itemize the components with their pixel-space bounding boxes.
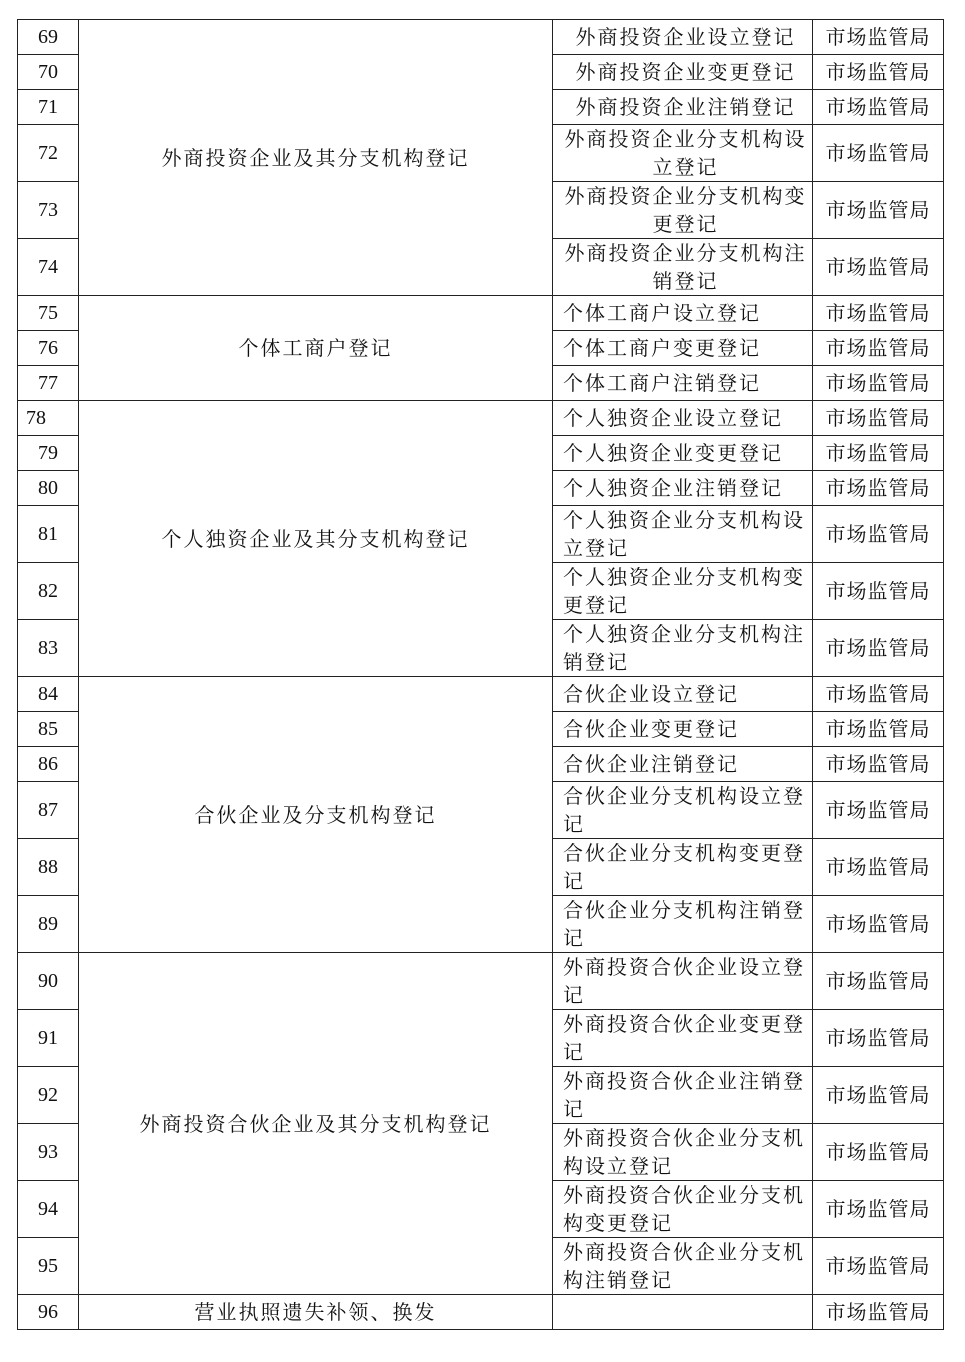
row-number: 78	[18, 401, 79, 436]
table-row	[18, 296, 944, 331]
item-cell: 外商投资企业设立登记	[553, 20, 813, 55]
item-cell: 外商投资企业分支机构注销登记	[553, 239, 813, 296]
item-cell: 合伙企业设立登记	[553, 677, 813, 712]
department-cell: 市场监管局	[813, 839, 944, 896]
item-cell: 外商投资企业注销登记	[553, 90, 813, 125]
department-cell: 市场监管局	[813, 1295, 944, 1330]
row-number: 82	[18, 563, 79, 620]
department-cell: 市场监管局	[813, 401, 944, 436]
department-cell: 市场监管局	[813, 1238, 944, 1295]
item-cell	[553, 1295, 813, 1330]
row-number: 85	[18, 712, 79, 747]
item-cell: 个体工商户注销登记	[553, 366, 813, 401]
department-cell: 市场监管局	[813, 296, 944, 331]
item-cell: 个人独资企业分支机构设立登记	[553, 506, 813, 563]
row-number: 74	[18, 239, 79, 296]
row-number: 80	[18, 471, 79, 506]
table-row	[18, 677, 944, 712]
category-cell: 外商投资合伙企业及其分支机构登记	[79, 953, 553, 1295]
department-cell: 市场监管局	[813, 182, 944, 239]
department-cell: 市场监管局	[813, 331, 944, 366]
row-number: 79	[18, 436, 79, 471]
item-cell: 个人独资企业分支机构注销登记	[553, 620, 813, 677]
table-row	[18, 1295, 944, 1330]
department-cell: 市场监管局	[813, 563, 944, 620]
row-number: 90	[18, 953, 79, 1010]
department-cell: 市场监管局	[813, 1124, 944, 1181]
item-cell: 外商投资企业分支机构设立登记	[553, 125, 813, 182]
category-cell: 营业执照遗失补领、换发	[79, 1295, 553, 1330]
row-number: 94	[18, 1181, 79, 1238]
item-cell: 外商投资合伙企业注销登记	[553, 1067, 813, 1124]
row-number: 73	[18, 182, 79, 239]
department-cell: 市场监管局	[813, 1067, 944, 1124]
department-cell: 市场监管局	[813, 239, 944, 296]
row-number: 71	[18, 90, 79, 125]
row-number: 93	[18, 1124, 79, 1181]
department-cell: 市场监管局	[813, 896, 944, 953]
department-cell: 市场监管局	[813, 953, 944, 1010]
item-cell: 个体工商户设立登记	[553, 296, 813, 331]
department-cell: 市场监管局	[813, 506, 944, 563]
table-row	[18, 401, 944, 436]
item-cell: 外商投资合伙企业分支机构变更登记	[553, 1181, 813, 1238]
row-number: 77	[18, 366, 79, 401]
item-cell: 外商投资合伙企业分支机构注销登记	[553, 1238, 813, 1295]
item-cell: 外商投资合伙企业变更登记	[553, 1010, 813, 1067]
department-cell: 市场监管局	[813, 747, 944, 782]
row-number: 91	[18, 1010, 79, 1067]
row-number: 83	[18, 620, 79, 677]
item-cell: 合伙企业变更登记	[553, 712, 813, 747]
row-number: 95	[18, 1238, 79, 1295]
item-cell: 合伙企业分支机构注销登记	[553, 896, 813, 953]
item-cell: 外商投资企业分支机构变更登记	[553, 182, 813, 239]
row-number: 69	[18, 20, 79, 55]
department-cell: 市场监管局	[813, 677, 944, 712]
department-cell: 市场监管局	[813, 712, 944, 747]
item-cell: 外商投资合伙企业设立登记	[553, 953, 813, 1010]
department-cell: 市场监管局	[813, 436, 944, 471]
item-cell: 个体工商户变更登记	[553, 331, 813, 366]
row-number: 84	[18, 677, 79, 712]
category-cell: 外商投资企业及其分支机构登记	[79, 20, 553, 296]
department-cell: 市场监管局	[813, 90, 944, 125]
department-cell: 市场监管局	[813, 366, 944, 401]
registration-items-table	[17, 19, 944, 1330]
department-cell: 市场监管局	[813, 782, 944, 839]
row-number: 86	[18, 747, 79, 782]
item-cell: 合伙企业分支机构设立登记	[553, 782, 813, 839]
row-number: 96	[18, 1295, 79, 1330]
row-number: 87	[18, 782, 79, 839]
item-cell: 合伙企业分支机构变更登记	[553, 839, 813, 896]
category-cell: 个体工商户登记	[79, 296, 553, 401]
row-number: 81	[18, 506, 79, 563]
row-number: 92	[18, 1067, 79, 1124]
table-row	[18, 20, 944, 55]
row-number: 72	[18, 125, 79, 182]
department-cell: 市场监管局	[813, 125, 944, 182]
item-cell: 外商投资企业变更登记	[553, 55, 813, 90]
row-number: 76	[18, 331, 79, 366]
item-cell: 个人独资企业变更登记	[553, 436, 813, 471]
item-cell: 个人独资企业设立登记	[553, 401, 813, 436]
department-cell: 市场监管局	[813, 471, 944, 506]
item-cell: 个人独资企业注销登记	[553, 471, 813, 506]
department-cell: 市场监管局	[813, 55, 944, 90]
item-cell: 外商投资合伙企业分支机构设立登记	[553, 1124, 813, 1181]
category-cell: 合伙企业及分支机构登记	[79, 677, 553, 953]
department-cell: 市场监管局	[813, 20, 944, 55]
row-number: 89	[18, 896, 79, 953]
department-cell: 市场监管局	[813, 1010, 944, 1067]
department-cell: 市场监管局	[813, 1181, 944, 1238]
category-cell: 个人独资企业及其分支机构登记	[79, 401, 553, 677]
row-number: 88	[18, 839, 79, 896]
row-number: 75	[18, 296, 79, 331]
row-number: 70	[18, 55, 79, 90]
item-cell: 个人独资企业分支机构变更登记	[553, 563, 813, 620]
table-row	[18, 953, 944, 1010]
item-cell: 合伙企业注销登记	[553, 747, 813, 782]
department-cell: 市场监管局	[813, 620, 944, 677]
